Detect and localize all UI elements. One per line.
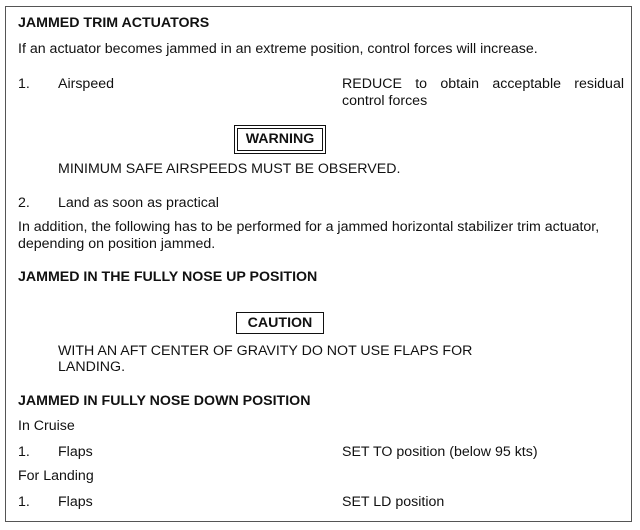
step-1-item: Airspeed: [58, 76, 114, 92]
addition-text-line1: In addition, the following has to be performed for a jammed horizontal stabilizer trim actuator,: [18, 219, 600, 235]
step-1-action-line1: REDUCE to obtain acceptable residual: [342, 76, 624, 92]
nose-up-heading: JAMMED IN THE FULLY NOSE UP POSITION: [18, 269, 318, 285]
in-cruise-label: In Cruise: [18, 418, 75, 434]
step-1-action-line2: control forces: [342, 93, 428, 109]
cruise-step-action: SET TO position (below 95 kts): [342, 444, 538, 460]
step-2-number: 2.: [18, 195, 30, 211]
step-2-item: Land as soon as practical: [58, 195, 219, 211]
warning-badge: WARNING: [237, 128, 323, 151]
intro-text: If an actuator becomes jammed in an extreme position, control forces will increase.: [18, 41, 538, 57]
for-landing-label: For Landing: [18, 468, 94, 484]
caution-badge: CAUTION: [236, 312, 324, 334]
caution-text-line2: LANDING.: [58, 359, 126, 375]
warning-text: MINIMUM SAFE AIRSPEEDS MUST BE OBSERVED.: [58, 161, 401, 177]
addition-text-line2: depending on position jammed.: [18, 236, 216, 252]
cruise-step-number: 1.: [18, 444, 30, 460]
section-title: JAMMED TRIM ACTUATORS: [18, 15, 210, 31]
landing-step-action: SET LD position: [342, 494, 445, 510]
landing-step-number: 1.: [18, 494, 30, 510]
landing-step-item: Flaps: [58, 494, 93, 510]
caution-text-line1: WITH AN AFT CENTER OF GRAVITY DO NOT USE FLAPS FOR: [58, 343, 473, 359]
step-1-number: 1.: [18, 76, 30, 92]
nose-down-heading: JAMMED IN FULLY NOSE DOWN POSITION: [18, 393, 311, 409]
cruise-step-item: Flaps: [58, 444, 93, 460]
